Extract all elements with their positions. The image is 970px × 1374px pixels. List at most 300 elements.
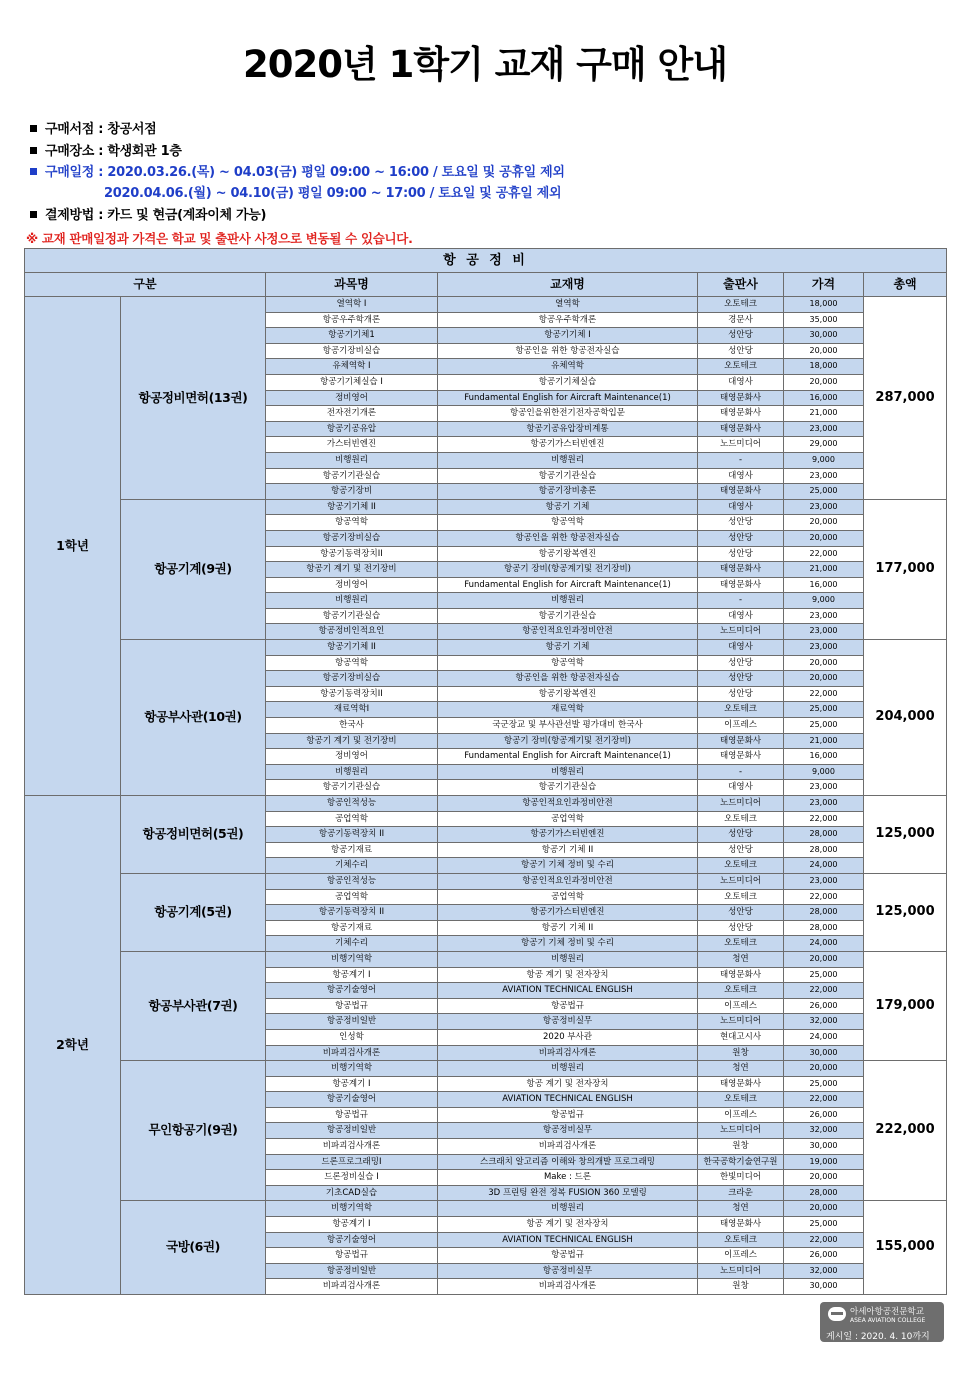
textbook-cell: 항공인적요인과정비안전 [438, 624, 698, 640]
textbook-cell: 공업역학 [438, 811, 698, 827]
publisher-cell: - [698, 452, 784, 468]
publisher-cell: 대영사 [698, 608, 784, 624]
publisher-cell: 오토테크 [698, 889, 784, 905]
table-row [25, 499, 947, 515]
publisher-cell: 대영사 [698, 780, 784, 796]
price-cell: 18,000 [784, 297, 864, 313]
price-cell: 20,000 [784, 951, 864, 967]
publisher-cell: 대영사 [698, 640, 784, 656]
subject-cell: 비파괴검사개론 [266, 1139, 438, 1155]
publisher-cell: 한국공학기술연구원 [698, 1154, 784, 1170]
price-cell: 28,000 [784, 920, 864, 936]
subject-cell: 비파괴검사개론 [266, 1045, 438, 1061]
price-cell: 30,000 [784, 328, 864, 344]
textbook-cell: 항공기 기체 정비 및 수리 [438, 858, 698, 874]
price-cell: 26,000 [784, 1248, 864, 1264]
price-cell: 22,000 [784, 546, 864, 562]
group-cell: 무인항공기(9권) [121, 1061, 266, 1201]
publisher-cell: 현대고시사 [698, 1029, 784, 1045]
textbook-cell: 재료역학 [438, 702, 698, 718]
publisher-cell: 태영문화사 [698, 967, 784, 983]
subject-cell: 비행기역학 [266, 1061, 438, 1077]
store-text: 구매서점 : 창공서점 [45, 122, 157, 137]
price-cell: 23,000 [784, 873, 864, 889]
price-cell: 22,000 [784, 686, 864, 702]
subject-cell: 항공역학 [266, 655, 438, 671]
price-cell: 22,000 [784, 811, 864, 827]
textbook-cell: 항공역학 [438, 655, 698, 671]
subject-cell: 유체역학 I [266, 359, 438, 375]
group-total-cell: 287,000 [864, 297, 947, 500]
publisher-cell: 노드미디어 [698, 796, 784, 812]
publisher-cell: - [698, 764, 784, 780]
college-emblem-icon [828, 1307, 846, 1321]
publisher-cell: 이프레스 [698, 718, 784, 734]
subject-cell: 정비영어 [266, 390, 438, 406]
price-cell: 26,000 [784, 998, 864, 1014]
subject-cell: 항공기동력장치II [266, 686, 438, 702]
textbook-cell: 항공기 장비(항공계기및 전기장비) [438, 562, 698, 578]
subject-cell: 비파괴검사개론 [266, 1279, 438, 1295]
price-cell: 23,000 [784, 624, 864, 640]
textbook-cell: 항공정비실무 [438, 1123, 698, 1139]
textbook-cell: Make : 드론 [438, 1170, 698, 1186]
publisher-cell: 오토테크 [698, 858, 784, 874]
publisher-cell: 오토테크 [698, 359, 784, 375]
publisher-cell: 노드미디어 [698, 1123, 784, 1139]
publisher-cell: 태영문화사 [698, 577, 784, 593]
group-total-cell: 177,000 [864, 499, 947, 639]
publisher-cell: 태영문화사 [698, 390, 784, 406]
subject-cell: 항공기기체 II [266, 640, 438, 656]
subject-cell: 항공기공유압 [266, 421, 438, 437]
textbook-cell: 항공기왕복엔진 [438, 546, 698, 562]
publisher-cell: 이프레스 [698, 998, 784, 1014]
price-cell: 32,000 [784, 1263, 864, 1279]
group-total-cell: 155,000 [864, 1201, 947, 1295]
publisher-cell: 노드미디어 [698, 437, 784, 453]
publisher-cell: 이프레스 [698, 1107, 784, 1123]
textbook-cell: 항공기기관실습 [438, 780, 698, 796]
price-cell: 25,000 [784, 484, 864, 500]
textbook-cell: 항공기 기체 II [438, 920, 698, 936]
subject-cell: 한국사 [266, 718, 438, 734]
textbook-cell: 항공 계기 및 전자장치 [438, 1217, 698, 1233]
textbook-cell: 항공기 기체 [438, 499, 698, 515]
publisher-cell: 청연 [698, 951, 784, 967]
price-cell: 25,000 [784, 1076, 864, 1092]
textbook-cell: 항공기기체실습 [438, 374, 698, 390]
subject-cell: 항공계기 I [266, 967, 438, 983]
subject-cell: 드론프로그래밍I [266, 1154, 438, 1170]
publisher-cell: 성안당 [698, 655, 784, 671]
price-cell: 24,000 [784, 936, 864, 952]
subject-cell: 항공기장비 [266, 484, 438, 500]
publisher-cell: 이프레스 [698, 1248, 784, 1264]
subject-cell: 전자전기개론 [266, 406, 438, 422]
textbook-cell: 스크래치 알고리즘 이해와 창의개발 프로그래밍 [438, 1154, 698, 1170]
price-cell: 16,000 [784, 749, 864, 765]
group-cell: 항공정비면허(13권) [121, 297, 266, 500]
publisher-cell: 태영문화사 [698, 421, 784, 437]
subject-cell: 항공기재료 [266, 920, 438, 936]
subject-cell: 항공기동력장치II [266, 546, 438, 562]
logo-english: ASEA AVIATION COLLEGE [850, 1317, 926, 1324]
publisher-cell: 노드미디어 [698, 624, 784, 640]
textbook-cell: 항공기가스터빈엔진 [438, 905, 698, 921]
publisher-cell: 성안당 [698, 515, 784, 531]
textbook-cell: 항공 계기 및 전자장치 [438, 1076, 698, 1092]
publisher-cell: 오토테크 [698, 702, 784, 718]
publisher-cell: 태영문화사 [698, 733, 784, 749]
year-cell: 1학년 [25, 297, 121, 796]
subject-cell: 항공인적성능 [266, 796, 438, 812]
publisher-cell: 태영문화사 [698, 749, 784, 765]
group-total-cell: 125,000 [864, 796, 947, 874]
price-cell: 28,000 [784, 1185, 864, 1201]
price-cell: 21,000 [784, 406, 864, 422]
price-cell: 29,000 [784, 437, 864, 453]
publisher-cell: 원창 [698, 1139, 784, 1155]
table-row [25, 796, 947, 812]
info-schedule [30, 161, 565, 180]
publisher-cell: 대영사 [698, 468, 784, 484]
textbook-cell: 비행원리 [438, 593, 698, 609]
textbook-cell: 항공역학 [438, 515, 698, 531]
price-cell: 20,000 [784, 1170, 864, 1186]
publisher-cell: 크라운 [698, 1185, 784, 1201]
publisher-cell: 성안당 [698, 920, 784, 936]
price-cell: 18,000 [784, 359, 864, 375]
price-cell: 20,000 [784, 343, 864, 359]
textbook-cell: Fundamental English for Aircraft Maintenance(1) [438, 749, 698, 765]
group-total-cell: 204,000 [864, 640, 947, 796]
textbook-cell: 비파괴검사개론 [438, 1139, 698, 1155]
price-cell: 32,000 [784, 1014, 864, 1030]
textbook-cell: 항공기장비총론 [438, 484, 698, 500]
subject-cell: 항공기기관실습 [266, 780, 438, 796]
publisher-cell: 태영문화사 [698, 562, 784, 578]
price-cell: 23,000 [784, 640, 864, 656]
subject-cell: 공업역학 [266, 889, 438, 905]
section-title: 항 공 정 비 [25, 249, 947, 273]
subject-cell: 항공기동력장치 II [266, 827, 438, 843]
subject-cell: 비행원리 [266, 593, 438, 609]
publisher-cell: 오토테크 [698, 1232, 784, 1248]
publisher-cell: 성안당 [698, 328, 784, 344]
subject-cell: 재료역학I [266, 702, 438, 718]
textbook-cell: 항공법규 [438, 1248, 698, 1264]
group-total-cell: 125,000 [864, 873, 947, 951]
textbook-cell: 국군장교 및 부사관선발 평가대비 한국사 [438, 718, 698, 734]
publisher-cell: 원창 [698, 1045, 784, 1061]
subject-cell: 항공기기체실습 I [266, 374, 438, 390]
schedule-text-1: 구매일정 : 2020.03.26.(목) ~ 04.03(금) 평일 09:00 ~ 16:00 / 토요일 및 공휴일 제외 [45, 165, 565, 180]
price-cell: 20,000 [784, 530, 864, 546]
subject-cell: 항공기장비실습 [266, 530, 438, 546]
publisher-cell: 태영문화사 [698, 1217, 784, 1233]
subject-cell: 항공기동력장치 II [266, 905, 438, 921]
price-cell: 28,000 [784, 842, 864, 858]
price-cell: 22,000 [784, 889, 864, 905]
table-row [25, 1201, 947, 1217]
textbook-cell: 항공 계기 및 전자장치 [438, 967, 698, 983]
price-cell: 23,000 [784, 421, 864, 437]
subject-cell: 드론정비실습 I [266, 1170, 438, 1186]
subject-cell: 기체수리 [266, 858, 438, 874]
group-cell: 항공정비면허(5권) [121, 796, 266, 874]
price-cell: 23,000 [784, 780, 864, 796]
price-cell: 25,000 [784, 1217, 864, 1233]
textbook-cell: Fundamental English for Aircraft Maintenance(1) [438, 577, 698, 593]
subject-cell: 비행기역학 [266, 951, 438, 967]
textbook-cell: 항공기가스터빈엔진 [438, 827, 698, 843]
textbook-cell: 3D 프린팅 완전 정복 FUSION 360 모델링 [438, 1185, 698, 1201]
price-cell: 19,000 [784, 1154, 864, 1170]
textbook-cell: 항공인적요인과정비안전 [438, 796, 698, 812]
textbook-cell: 항공기공유압장비계통 [438, 421, 698, 437]
table-row [25, 1061, 947, 1077]
subject-cell: 항공정비인적요인 [266, 624, 438, 640]
textbook-table [24, 248, 947, 1295]
textbook-cell: 비파괴검사개론 [438, 1279, 698, 1295]
posted-date: 게시일 : 2020. 4. 10까지 [826, 1332, 930, 1342]
subject-cell: 정비영어 [266, 577, 438, 593]
textbook-cell: 항공인을 위한 항공전자실습 [438, 343, 698, 359]
subject-cell: 항공기 계기 및 전기장비 [266, 733, 438, 749]
logo-korean: 아세아항공전문학교 [850, 1307, 924, 1317]
subject-cell: 항공우주학개론 [266, 312, 438, 328]
header-category: 구분 [25, 273, 266, 297]
price-cell: 24,000 [784, 858, 864, 874]
textbook-cell: 항공기기관실습 [438, 608, 698, 624]
publisher-cell: 노드미디어 [698, 1263, 784, 1279]
price-cell: 20,000 [784, 515, 864, 531]
subject-cell: 항공법규 [266, 1107, 438, 1123]
price-cell: 22,000 [784, 983, 864, 999]
publisher-cell: 오토테크 [698, 1092, 784, 1108]
price-cell: 20,000 [784, 671, 864, 687]
subject-cell: 항공기기체 II [266, 499, 438, 515]
textbook-cell: 항공기 장비(항공계기및 전기장비) [438, 733, 698, 749]
location-text: 구매장소 : 학생회관 1층 [45, 144, 182, 159]
price-cell: 23,000 [784, 499, 864, 515]
header-total: 총액 [864, 273, 947, 297]
table-row [25, 640, 947, 656]
publisher-cell: 한빛미디어 [698, 1170, 784, 1186]
subject-cell: 항공기술영어 [266, 983, 438, 999]
publisher-cell: 원창 [698, 1279, 784, 1295]
publisher-cell: 성안당 [698, 530, 784, 546]
subject-cell: 공업역학 [266, 811, 438, 827]
group-cell: 항공부사관(10권) [121, 640, 266, 796]
textbook-cell: 항공법규 [438, 1107, 698, 1123]
group-total-cell: 222,000 [864, 1061, 947, 1201]
notice-text: ※ 교재 판매일정과 가격은 학교 및 출판사 사정으로 변동될 수 있습니다. [26, 231, 413, 246]
price-cell: 20,000 [784, 374, 864, 390]
subject-cell: 항공정비일반 [266, 1123, 438, 1139]
subject-cell: 항공역학 [266, 515, 438, 531]
group-cell: 항공기계(5권) [121, 873, 266, 951]
textbook-cell: 비행원리 [438, 452, 698, 468]
publisher-cell: 오토테크 [698, 297, 784, 313]
textbook-cell: AVIATION TECHNICAL ENGLISH [438, 1092, 698, 1108]
price-cell: 25,000 [784, 967, 864, 983]
subject-cell: 항공기술영어 [266, 1232, 438, 1248]
textbook-cell: 항공기 기체 정비 및 수리 [438, 936, 698, 952]
price-cell: 22,000 [784, 1232, 864, 1248]
bullet-icon [30, 125, 37, 132]
table-row [25, 873, 947, 889]
subject-cell: 항공계기 I [266, 1076, 438, 1092]
price-cell: 26,000 [784, 1107, 864, 1123]
price-cell: 21,000 [784, 733, 864, 749]
college-logo [820, 1302, 944, 1342]
textbook-cell: Fundamental English for Aircraft Maintenance(1) [438, 390, 698, 406]
price-cell: 16,000 [784, 390, 864, 406]
subject-cell: 인성학 [266, 1029, 438, 1045]
textbook-cell: 2020 부사관 [438, 1029, 698, 1045]
subject-cell: 기체수리 [266, 936, 438, 952]
subject-cell: 항공인적성능 [266, 873, 438, 889]
subject-cell: 항공기장비실습 [266, 671, 438, 687]
publisher-cell: 경문사 [698, 312, 784, 328]
bullet-icon [30, 211, 37, 218]
table-row [25, 951, 947, 967]
subject-cell: 열역학 I [266, 297, 438, 313]
price-cell: 16,000 [784, 577, 864, 593]
textbook-cell: 항공법규 [438, 998, 698, 1014]
price-cell: 9,000 [784, 452, 864, 468]
publisher-cell: 노드미디어 [698, 873, 784, 889]
publisher-cell: 대영사 [698, 499, 784, 515]
publisher-cell: 성안당 [698, 905, 784, 921]
info-schedule-2 [104, 182, 561, 201]
price-cell: 21,000 [784, 562, 864, 578]
price-cell: 22,000 [784, 1092, 864, 1108]
price-cell: 32,000 [784, 1123, 864, 1139]
subject-cell: 항공기장비실습 [266, 343, 438, 359]
textbook-cell: 공업역학 [438, 889, 698, 905]
subject-cell: 항공법규 [266, 1248, 438, 1264]
price-cell: 30,000 [784, 1279, 864, 1295]
textbook-cell: 항공인적요인과정비안전 [438, 873, 698, 889]
table-row [25, 297, 947, 313]
group-cell: 국방(6권) [121, 1201, 266, 1295]
textbook-cell: 비행원리 [438, 1201, 698, 1217]
group-total-cell: 179,000 [864, 951, 947, 1060]
subject-cell: 항공법규 [266, 998, 438, 1014]
group-cell: 항공부사관(7권) [121, 951, 266, 1060]
price-cell: 28,000 [784, 905, 864, 921]
textbook-cell: 비파괴검사개론 [438, 1045, 698, 1061]
textbook-cell: AVIATION TECHNICAL ENGLISH [438, 1232, 698, 1248]
publisher-cell: 성안당 [698, 842, 784, 858]
publisher-cell: 성안당 [698, 546, 784, 562]
subject-cell: 비행기역학 [266, 1201, 438, 1217]
publisher-cell: 태영문화사 [698, 484, 784, 500]
price-cell: 20,000 [784, 655, 864, 671]
textbook-cell: 비행원리 [438, 951, 698, 967]
price-cell: 25,000 [784, 718, 864, 734]
subject-cell: 항공기기체1 [266, 328, 438, 344]
subject-cell: 정비영어 [266, 749, 438, 765]
price-cell: 23,000 [784, 608, 864, 624]
textbook-cell: 항공기기체 I [438, 328, 698, 344]
publisher-cell: 성안당 [698, 671, 784, 687]
subject-cell: 항공기재료 [266, 842, 438, 858]
bullet-icon [30, 168, 37, 175]
subject-cell: 항공기기관실습 [266, 608, 438, 624]
textbook-cell: 항공기왕복엔진 [438, 686, 698, 702]
publisher-cell: 대영사 [698, 374, 784, 390]
publisher-cell: - [698, 593, 784, 609]
subject-cell: 기초CAD실습 [266, 1185, 438, 1201]
textbook-cell: 항공기가스터빈엔진 [438, 437, 698, 453]
info-payment [30, 204, 266, 223]
publisher-cell: 태영문화사 [698, 406, 784, 422]
group-cell: 항공기계(9권) [121, 499, 266, 639]
page-title: 2020년 1학기 교재 구매 안내 [243, 43, 727, 86]
publisher-cell: 성안당 [698, 827, 784, 843]
publisher-cell: 청연 [698, 1201, 784, 1217]
header-price: 가격 [784, 273, 864, 297]
publisher-cell: 오토테크 [698, 983, 784, 999]
subject-cell: 항공기술영어 [266, 1092, 438, 1108]
subject-cell: 항공기기관실습 [266, 468, 438, 484]
publisher-cell: 오토테크 [698, 811, 784, 827]
subject-cell: 비행원리 [266, 452, 438, 468]
info-location [30, 140, 182, 159]
bullet-icon [30, 147, 37, 154]
price-cell: 35,000 [784, 312, 864, 328]
publisher-cell: 청연 [698, 1061, 784, 1077]
textbook-cell: AVIATION TECHNICAL ENGLISH [438, 983, 698, 999]
price-cell: 28,000 [784, 827, 864, 843]
price-cell: 9,000 [784, 764, 864, 780]
header-textbook: 교재명 [438, 273, 698, 297]
textbook-cell: 항공정비실무 [438, 1263, 698, 1279]
textbook-cell: 비행원리 [438, 764, 698, 780]
textbook-cell: 항공기기관실습 [438, 468, 698, 484]
price-cell: 20,000 [784, 1201, 864, 1217]
textbook-cell: 항공기 기체 [438, 640, 698, 656]
textbook-cell: 유체역학 [438, 359, 698, 375]
textbook-cell: 항공우주학개론 [438, 312, 698, 328]
payment-text: 결제방법 : 카드 및 현금(계좌이체 가능) [45, 208, 267, 223]
subject-cell: 항공정비일반 [266, 1014, 438, 1030]
publisher-cell: 태영문화사 [698, 1076, 784, 1092]
subject-cell: 항공기 계기 및 전기장비 [266, 562, 438, 578]
price-cell: 30,000 [784, 1045, 864, 1061]
subject-cell: 항공계기 I [266, 1217, 438, 1233]
price-cell: 20,000 [784, 1061, 864, 1077]
textbook-cell: 열역학 [438, 297, 698, 313]
textbook-cell: 항공정비실무 [438, 1014, 698, 1030]
price-cell: 23,000 [784, 796, 864, 812]
publisher-cell: 성안당 [698, 343, 784, 359]
header-subject: 과목명 [266, 273, 438, 297]
info-store [30, 118, 156, 137]
price-cell: 25,000 [784, 702, 864, 718]
year-cell: 2학년 [25, 796, 121, 1295]
textbook-cell: 항공기 기체 II [438, 842, 698, 858]
textbook-cell: 항공인을위한전기전자공학입문 [438, 406, 698, 422]
price-cell: 9,000 [784, 593, 864, 609]
textbook-cell: 항공인을 위한 항공전자실습 [438, 530, 698, 546]
subject-cell: 항공정비일반 [266, 1263, 438, 1279]
publisher-cell: 성안당 [698, 686, 784, 702]
